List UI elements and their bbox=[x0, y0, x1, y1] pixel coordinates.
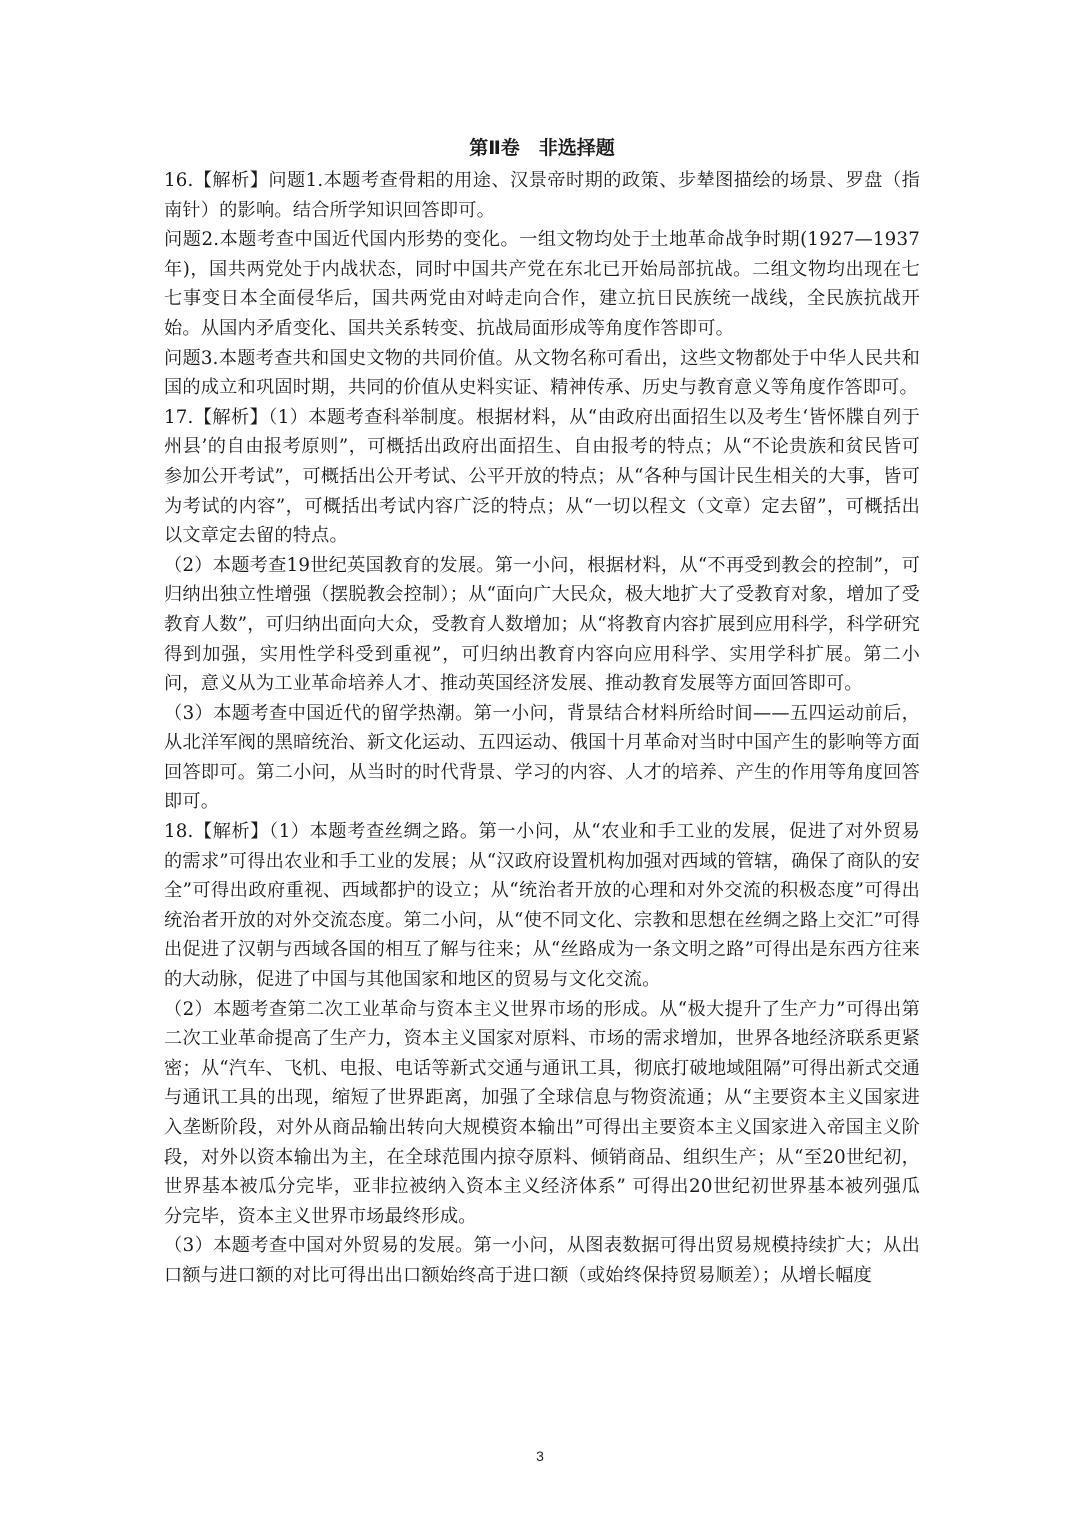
answer-paragraph-17-3: （3）本题考查中国近代的留学热潮。第一小问，背景结合材料所给时间——五四运动前后，从北洋军阀的黑暗统治、新文化运动、五四运动、俄国十月革命对当时中国产生的影响等方面回答即可。第二小问，从当时的时代背景、学习的内容、人才的培养、产生的作用等角度回答即可。 bbox=[164, 702, 920, 813]
document-page bbox=[164, 130, 920, 1291]
answer-paragraph-18-1: 18.【解析】（1）本题考查丝绸之路。第一小问，从“农业和手工业的发展，促进了对外贸易的需求”可得出农业和手工业的发展；从“汉政府设置机构加强对西域的管辖，确保了商队的安全”可得出政府重视、西域都护的设立；从“统治者开放的心理和对外交流的积极态度”可得出统治者开放的对外交流态度。第二小问，从“使不同文化、宗教和思想在丝绸之路上交汇”可得出促进了汉朝与西域各国的相互了解与往来；从“丝路成为一条文明之路”可得出是东西方往来的大动脉，促进了中国与其他国家和地区的贸易与文化交流。 bbox=[164, 821, 920, 991]
page-number: 3 bbox=[536, 1448, 544, 1464]
section-title: 第Ⅱ卷 非选择题 bbox=[469, 137, 615, 159]
answer-paragraph-17-2: （2）本题考查19世纪英国教育的发展。第一小问，根据材料，从“不再受到教会的控制”，可归纳出独立性增强（摆脱教会控制）；从“面向广大民众，极大地扩大了受教育对象，增加了受教育人数”，可归纳出面向大众，受教育人数增加；从“将教育内容扩展到应用科学，科学研究得到加强，实用性学科受到重视”，可归纳出教育内容向应用科学、实用学科扩展。第二小问，意义从为工业革命培养人才、推动英国经济发展、推动教育发展等方面回答即可。 bbox=[164, 554, 920, 695]
answer-paragraph-16-q3: 问题3.本题考查共和国史文物的共同价值。从文物名称可看出，这些文物都处于中华人民共和国的成立和巩固时期，共同的价值从史料实证、精神传承、历史与教育意义等角度作答即可。 bbox=[164, 347, 920, 399]
answer-paragraph-18-3: （3）本题考查中国对外贸易的发展。第一小问，从图表数据可得出贸易规模持续扩大；从出口额与进口额的对比可得出出口额始终高于进口额（或始终保持贸易顺差）；从增长幅度 bbox=[164, 1235, 920, 1286]
answer-paragraph-16-q1: 16.【解析】问题1.本题考查骨耜的用途、汉景帝时期的政策、步辇图描绘的场景、罗盘（指南针）的影响。结合所学知识回答即可。 bbox=[164, 170, 920, 221]
answer-paragraph-18-2: （2）本题考查第二次工业革命与资本主义世界市场的形成。从“极大提升了生产力”可得出第二次工业革命提高了生产力，资本主义国家对原料、市场的需求增加，世界各地经济联系更紧密；从“汽车、飞机、电报、电话等新式交通与通讯工具，彻底打破地域阻隔”可得出新式交通与通讯工具的出现，缩短了世界距离，加强了全球信息与物资流通；从“主要资本主义国家进入垄断阶段，对外从商品输出转向大规模资本输出”可得出主要资本主义国家进入帝国主义阶段，对外以资本输出为主，在全球范围内掠夺原料、倾销商品、组织生产；从“至20世纪初，世界基本被瓜分完毕，亚非拉被纳入资本主义经济体系” 可得出20世纪初世界基本被列强瓜分完毕，资本主义世界市场最终形成。 bbox=[164, 998, 920, 1227]
answer-paragraph-16-q2: 问题2.本题考查中国近代国内形势的变化。一组文物均处于土地革命战争时期(1927—1937年)，国共两党处于内战状态，同时中国共产党在东北已开始局部抗战。二组文物均出现在七七事变日本全面侵华后，国共两党由对峙走向合作，建立抗日民族统一战线，全民族抗战开始。从国内矛盾变化、国共关系转变、抗战局面形成等角度作答即可。 bbox=[164, 229, 920, 339]
answer-paragraph-17-1: 17.【解析】（1）本题考查科举制度。根据材料，从“由政府出面招生以及考生‘皆怀牒自列于州县’的自由报考原则”，可概括出政府出面招生、自由报考的特点；从“不论贵族和贫民皆可参加公开考试”，可概括出公开考试、公平开放的特点；从“各种与国计民生相关的大事，皆可为考试的内容”，可概括出考试内容广泛的特点；从“一切以程文（文章）定去留”，可概括出以文章定去留的特点。 bbox=[164, 406, 920, 547]
